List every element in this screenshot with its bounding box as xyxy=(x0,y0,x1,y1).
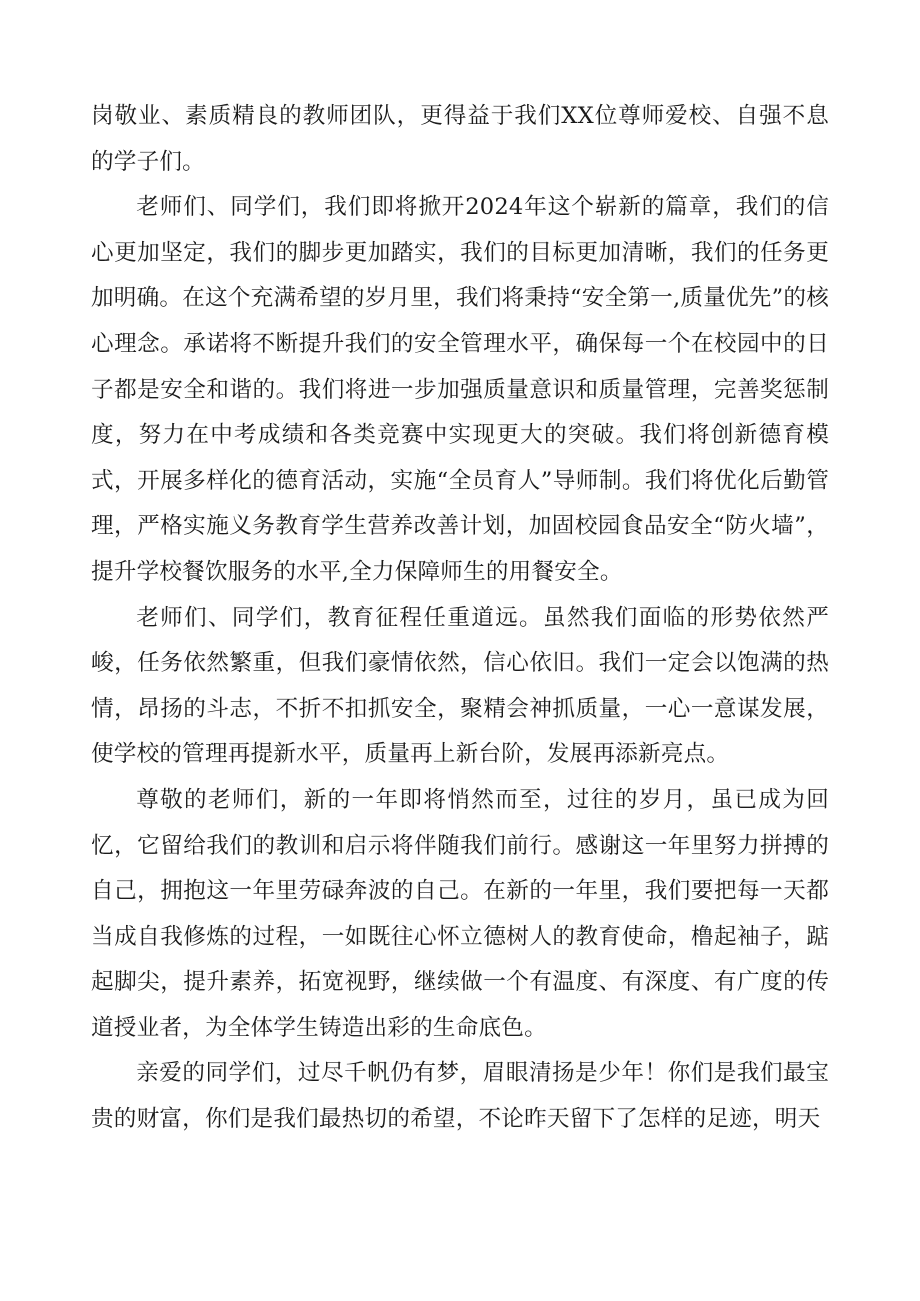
document-body xyxy=(91,94,829,1143)
paragraph-dear-students: 亲爱的同学们，过尽千帆仍有梦，眉眼清扬是少年！你们是我们最宝贵的财富，你们是我们最热切的希望，不论昨天留下了怎样的足迹，明天 xyxy=(91,1060,829,1133)
paragraph-continuation: 岗敬业、素质精良的教师团队，更得益于我们XX位尊师爱校、自强不息的学子们。 xyxy=(91,103,829,175)
paragraph-new-year-plans: 老师们、同学们，我们即将掀开2024年这个崭新的篇章，我们的信心更加坚定，我们的脚步更加踏实，我们的目标更加清晰，我们的任务更加明确。在这个充满希望的岁月里，我们将秉持“安全第一,质量优先”的核心理念。承诺将不断提升我们的安全管理水平，确保每一个在校园中的日子都是安全和谐的。我们将进一步加强质量意识和质量管理，完善奖惩制度，努力在中考成绩和各类竞赛中实现更大的突破。我们将创新德育模式，开展多样化的德育活动，实施“全员育人”导师制。我们将优化后勤管理，严格实施义务教育学生营养改善计划，加固校园食品安全“防火墙”，提升学校餐饮服务的水平,全力保障师生的用餐安全。 xyxy=(91,194,829,585)
paragraph-dear-teachers: 尊敬的老师们，新的一年即将悄然而至，过往的岁月，虽已成为回忆，它留给我们的教训和启示将伴随我们前行。感谢这一年里努力拼搏的自己，拥抱这一年里劳碌奔波的自己。在新的一年里，我们要把每一天都当成自我修炼的过程，一如既往心怀立德树人的教育使命，橹起袖子，踮起脚尖，提升素养，拓宽视野，继续做一个有温度、有深度、有广度的传道授业者，为全体学生铸造出彩的生命底色。 xyxy=(91,786,829,1041)
paragraph-education-journey: 老师们、同学们，教育征程任重道远。虽然我们面临的形势依然严峻，任务依然繁重，但我们豪情依然，信心依旧。我们一定会以饱满的热情，昂扬的斗志，不折不扣抓安全，聚精会神抓质量，一心一意谋发展，使学校的管理再提新水平，质量再上新台阶，发展再添新亮点。 xyxy=(91,604,829,768)
